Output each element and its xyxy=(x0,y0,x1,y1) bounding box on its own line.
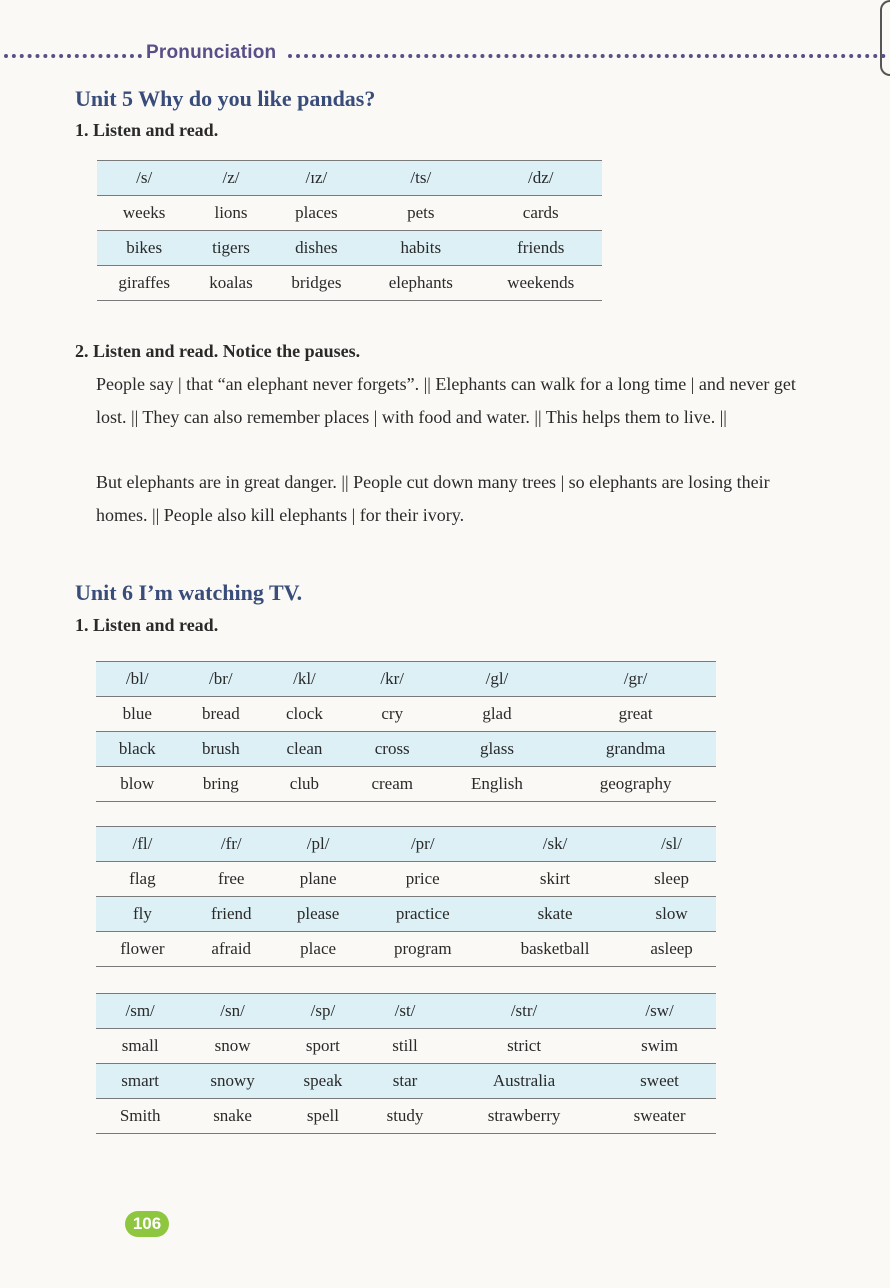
word-cell: fly xyxy=(96,897,189,932)
page-corner-decoration xyxy=(880,0,890,76)
word-cell: giraffes xyxy=(97,266,191,301)
unit5-title: Unit 5 Why do you like pandas? xyxy=(75,86,376,111)
word-cell: places xyxy=(271,196,362,231)
word-cell: star xyxy=(365,1064,445,1099)
word-cell: snowy xyxy=(184,1064,281,1099)
word-cell: grandma xyxy=(555,732,716,767)
word-cell: place xyxy=(274,932,363,967)
word-cell: small xyxy=(96,1029,184,1064)
word-cell: basketball xyxy=(483,932,627,967)
table-row xyxy=(97,266,602,301)
unit5-ex2-instruction: 2. Listen and read. Notice the pauses. xyxy=(75,341,361,361)
unit6-phonics-table-3 xyxy=(96,993,716,1134)
phoneme-cell: /st/ xyxy=(365,994,445,1029)
word-cell: practice xyxy=(363,897,483,932)
phoneme-cell: /gr/ xyxy=(555,662,716,697)
word-cell: weekends xyxy=(479,266,602,301)
word-cell: snake xyxy=(184,1099,281,1134)
phoneme-cell: /gl/ xyxy=(439,662,555,697)
page-number: 106 xyxy=(125,1211,169,1237)
word-cell: program xyxy=(363,932,483,967)
word-cell: strict xyxy=(445,1029,603,1064)
phoneme-cell: /sk/ xyxy=(483,827,627,862)
word-cell: tigers xyxy=(191,231,270,266)
word-cell: flower xyxy=(96,932,189,967)
table-row xyxy=(96,697,716,732)
word-cell: free xyxy=(189,862,274,897)
header-dots-left xyxy=(4,54,142,58)
word-cell: plane xyxy=(274,862,363,897)
word-cell: speak xyxy=(281,1064,365,1099)
word-cell: cry xyxy=(346,697,439,732)
word-cell: bring xyxy=(179,767,264,802)
word-cell: flag xyxy=(96,862,189,897)
word-cell: bikes xyxy=(97,231,191,266)
reading-paragraph-2: But elephants are in great danger. || People cut down many trees | so elephants are losing their homes. || People also kill elephants | for their ivory. xyxy=(96,472,770,525)
phoneme-cell: /bl/ xyxy=(96,662,179,697)
word-cell: blue xyxy=(96,697,179,732)
word-cell: black xyxy=(96,732,179,767)
table-row xyxy=(96,932,716,967)
unit5-ex1-instruction: 1. Listen and read. xyxy=(75,120,219,140)
word-cell: cream xyxy=(346,767,439,802)
table-header-row xyxy=(96,662,716,697)
word-cell: Australia xyxy=(445,1064,603,1099)
word-cell: cross xyxy=(346,732,439,767)
word-cell: friend xyxy=(189,897,274,932)
word-cell: English xyxy=(439,767,555,802)
word-cell: skate xyxy=(483,897,627,932)
word-cell: elephants xyxy=(362,266,479,301)
phoneme-cell: /sl/ xyxy=(627,827,716,862)
word-cell: weeks xyxy=(97,196,191,231)
word-cell: geography xyxy=(555,767,716,802)
word-cell: bread xyxy=(179,697,264,732)
unit6-ex1-instruction: 1. Listen and read. xyxy=(75,615,219,635)
reading-paragraph-1: People say | that “an elephant never forgets”. || Elephants can walk for a long time | and never get lost. || They can also remember places | with food and water. || This helps them to live. || xyxy=(96,374,796,427)
word-cell: please xyxy=(274,897,363,932)
word-cell: smart xyxy=(96,1064,184,1099)
unit6-phonics-table-2 xyxy=(96,826,716,967)
table-row xyxy=(96,1029,716,1064)
word-cell: pets xyxy=(362,196,479,231)
phoneme-cell: /s/ xyxy=(97,161,191,196)
phoneme-cell: /sw/ xyxy=(603,994,716,1029)
table-row xyxy=(96,1064,716,1099)
word-cell: sweater xyxy=(603,1099,716,1134)
table-row xyxy=(96,1099,716,1134)
header-dots-right xyxy=(288,54,886,58)
word-cell: price xyxy=(363,862,483,897)
unit5-phonics-table xyxy=(97,160,602,301)
word-cell: swim xyxy=(603,1029,716,1064)
word-cell: habits xyxy=(362,231,479,266)
table-header-row xyxy=(96,827,716,862)
table-row xyxy=(97,231,602,266)
word-cell: sport xyxy=(281,1029,365,1064)
word-cell: slow xyxy=(627,897,716,932)
phoneme-cell: /ɪz/ xyxy=(271,161,362,196)
unit6-title: Unit 6 I’m watching TV. xyxy=(75,580,303,605)
phoneme-cell: /ts/ xyxy=(362,161,479,196)
word-cell: club xyxy=(263,767,346,802)
phoneme-cell: /kr/ xyxy=(346,662,439,697)
word-cell: snow xyxy=(184,1029,281,1064)
word-cell: lions xyxy=(191,196,270,231)
word-cell: spell xyxy=(281,1099,365,1134)
phoneme-cell: /fr/ xyxy=(189,827,274,862)
word-cell: afraid xyxy=(189,932,274,967)
phoneme-cell: /z/ xyxy=(191,161,270,196)
word-cell: asleep xyxy=(627,932,716,967)
word-cell: still xyxy=(365,1029,445,1064)
word-cell: clock xyxy=(263,697,346,732)
phoneme-cell: /sp/ xyxy=(281,994,365,1029)
word-cell: clean xyxy=(263,732,346,767)
section-title: Pronunciation xyxy=(146,42,277,63)
word-cell: study xyxy=(365,1099,445,1134)
word-cell: cards xyxy=(479,196,602,231)
table-header-row xyxy=(96,994,716,1029)
word-cell: sleep xyxy=(627,862,716,897)
word-cell: strawberry xyxy=(445,1099,603,1134)
phoneme-cell: /sm/ xyxy=(96,994,184,1029)
word-cell: bridges xyxy=(271,266,362,301)
word-cell: Smith xyxy=(96,1099,184,1134)
word-cell: dishes xyxy=(271,231,362,266)
word-cell: skirt xyxy=(483,862,627,897)
word-cell: friends xyxy=(479,231,602,266)
table-row xyxy=(96,732,716,767)
table-row xyxy=(96,862,716,897)
phoneme-cell: /str/ xyxy=(445,994,603,1029)
phoneme-cell: /pl/ xyxy=(274,827,363,862)
word-cell: sweet xyxy=(603,1064,716,1099)
word-cell: glass xyxy=(439,732,555,767)
word-cell: koalas xyxy=(191,266,270,301)
table-row xyxy=(96,767,716,802)
table-header-row xyxy=(97,161,602,196)
word-cell: glad xyxy=(439,697,555,732)
section-header xyxy=(0,42,890,68)
word-cell: brush xyxy=(179,732,264,767)
table-row xyxy=(97,196,602,231)
phoneme-cell: /fl/ xyxy=(96,827,189,862)
unit6-phonics-table-1 xyxy=(96,661,716,802)
word-cell: great xyxy=(555,697,716,732)
phoneme-cell: /dz/ xyxy=(479,161,602,196)
phoneme-cell: /br/ xyxy=(179,662,264,697)
phoneme-cell: /pr/ xyxy=(363,827,483,862)
word-cell: blow xyxy=(96,767,179,802)
phoneme-cell: /sn/ xyxy=(184,994,281,1029)
table-row xyxy=(96,897,716,932)
phoneme-cell: /kl/ xyxy=(263,662,346,697)
